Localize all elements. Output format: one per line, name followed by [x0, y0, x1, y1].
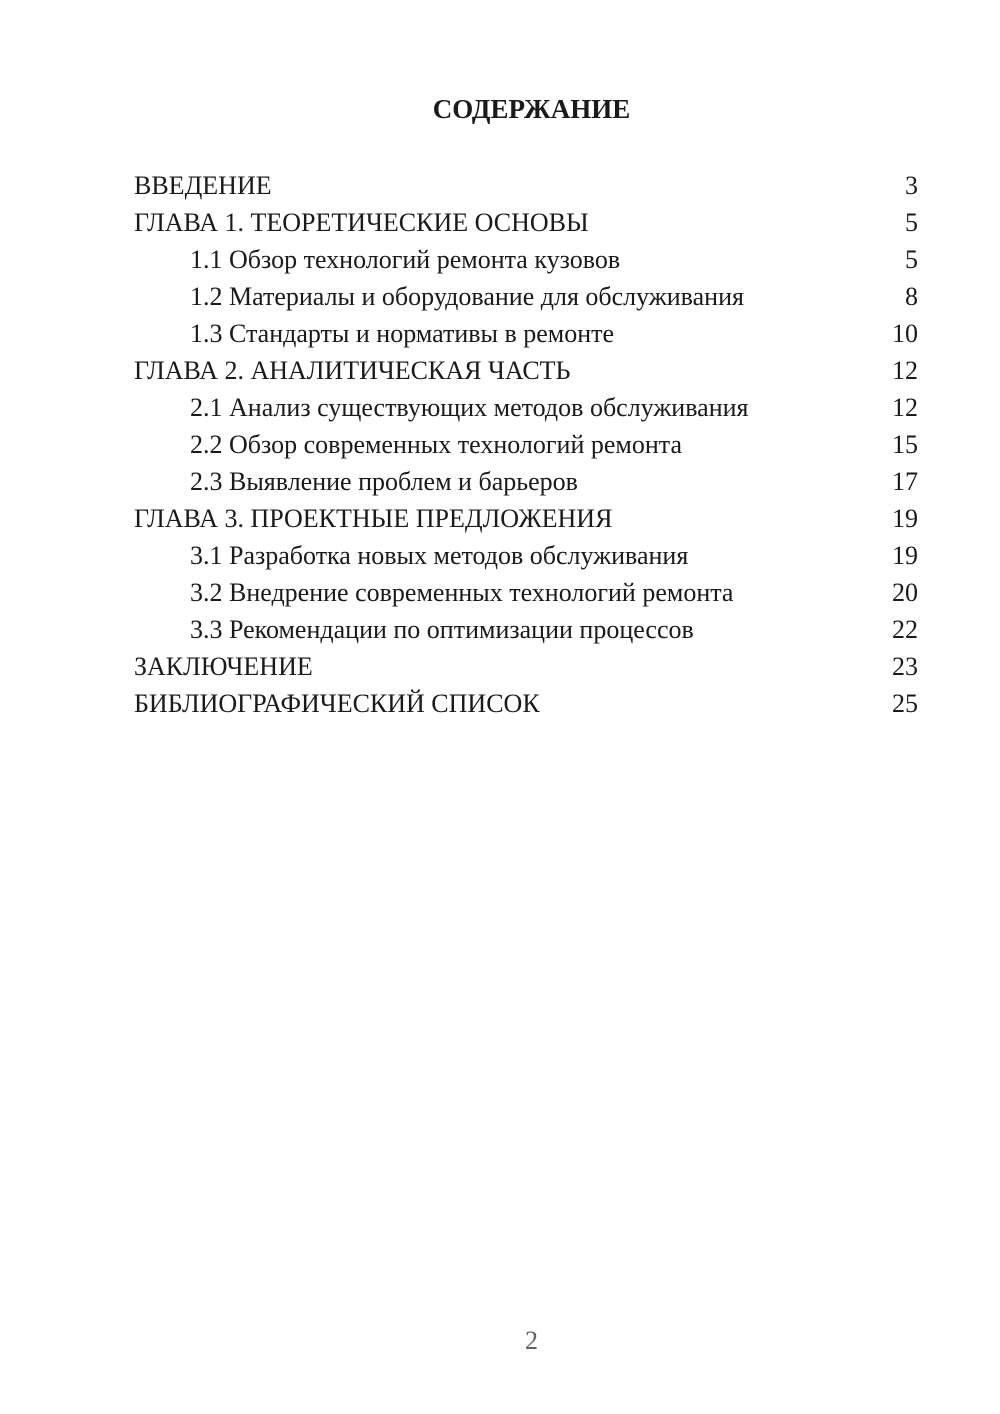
toc-entry-label: ГЛАВА 2. АНАЛИТИЧЕСКАЯ ЧАСТЬ — [134, 356, 571, 385]
toc-entry-label: 2.1 Анализ существующих методов обслуживания — [190, 393, 749, 422]
toc-entry-page: 12 — [892, 393, 918, 422]
toc-entry — [134, 648, 918, 685]
toc-entry-label: 3.3 Рекомендации по оптимизации процессов — [190, 615, 694, 644]
toc-entry — [134, 315, 918, 352]
toc-entry-page: 17 — [892, 467, 918, 496]
toc-entry-label: БИБЛИОГРАФИЧЕСКИЙ СПИСОК — [134, 689, 540, 718]
toc-entry — [134, 167, 918, 204]
toc-entry — [134, 278, 918, 315]
toc-entry-page: 23 — [892, 652, 918, 681]
toc-entry — [134, 426, 918, 463]
toc-entry-page: 10 — [892, 319, 918, 348]
toc-entry-label: 2.3 Выявление проблем и барьеров — [190, 467, 578, 496]
footer-page-number: 2 — [525, 1326, 538, 1355]
toc-entry-page: 5 — [905, 208, 918, 237]
toc-list — [134, 167, 918, 722]
toc-entry — [134, 463, 918, 500]
toc-entry-page: 19 — [892, 541, 918, 570]
toc-entry-page: 12 — [892, 356, 918, 385]
toc-entry-label: ГЛАВА 3. ПРОЕКТНЫЕ ПРЕДЛОЖЕНИЯ — [134, 504, 613, 533]
toc-entry-page: 5 — [905, 245, 918, 274]
toc-entry — [134, 685, 918, 722]
toc-entry — [134, 500, 918, 537]
toc-entry — [134, 204, 918, 241]
toc-entry-label: 1.3 Стандарты и нормативы в ремонте — [190, 319, 615, 348]
toc-entry-label: 1.1 Обзор технологий ремонта кузовов — [190, 245, 621, 274]
toc-entry-page: 3 — [905, 171, 918, 200]
toc-entry-page: 19 — [892, 504, 918, 533]
toc-entry-page: 22 — [892, 615, 918, 644]
toc-entry — [134, 389, 918, 426]
toc-entry-page: 25 — [892, 689, 918, 718]
toc-entry-label: 3.1 Разработка новых методов обслуживания — [190, 541, 689, 570]
toc-entry-label: ЗАКЛЮЧЕНИЕ — [134, 652, 313, 681]
toc-entry — [134, 537, 918, 574]
toc-entry — [134, 574, 918, 611]
toc-entry-page: 15 — [892, 430, 918, 459]
toc-entry-page: 8 — [905, 282, 918, 311]
page-title: СОДЕРЖАНИЕ — [432, 94, 631, 124]
toc-entry-label: 2.2 Обзор современных технологий ремонта — [190, 430, 682, 459]
toc-entry-label: ГЛАВА 1. ТЕОРЕТИЧЕСКИЕ ОСНОВЫ — [134, 208, 589, 237]
toc-entry — [134, 352, 918, 389]
toc-entry — [134, 241, 918, 278]
toc-entry-label: 3.2 Внедрение современных технологий ремонта — [190, 578, 734, 607]
toc-entry-label: 1.2 Материалы и оборудование для обслуживания — [190, 282, 744, 311]
toc-entry-label: ВВЕДЕНИЕ — [134, 171, 272, 200]
toc-entry-page: 20 — [892, 578, 918, 607]
toc-entry — [134, 611, 918, 648]
